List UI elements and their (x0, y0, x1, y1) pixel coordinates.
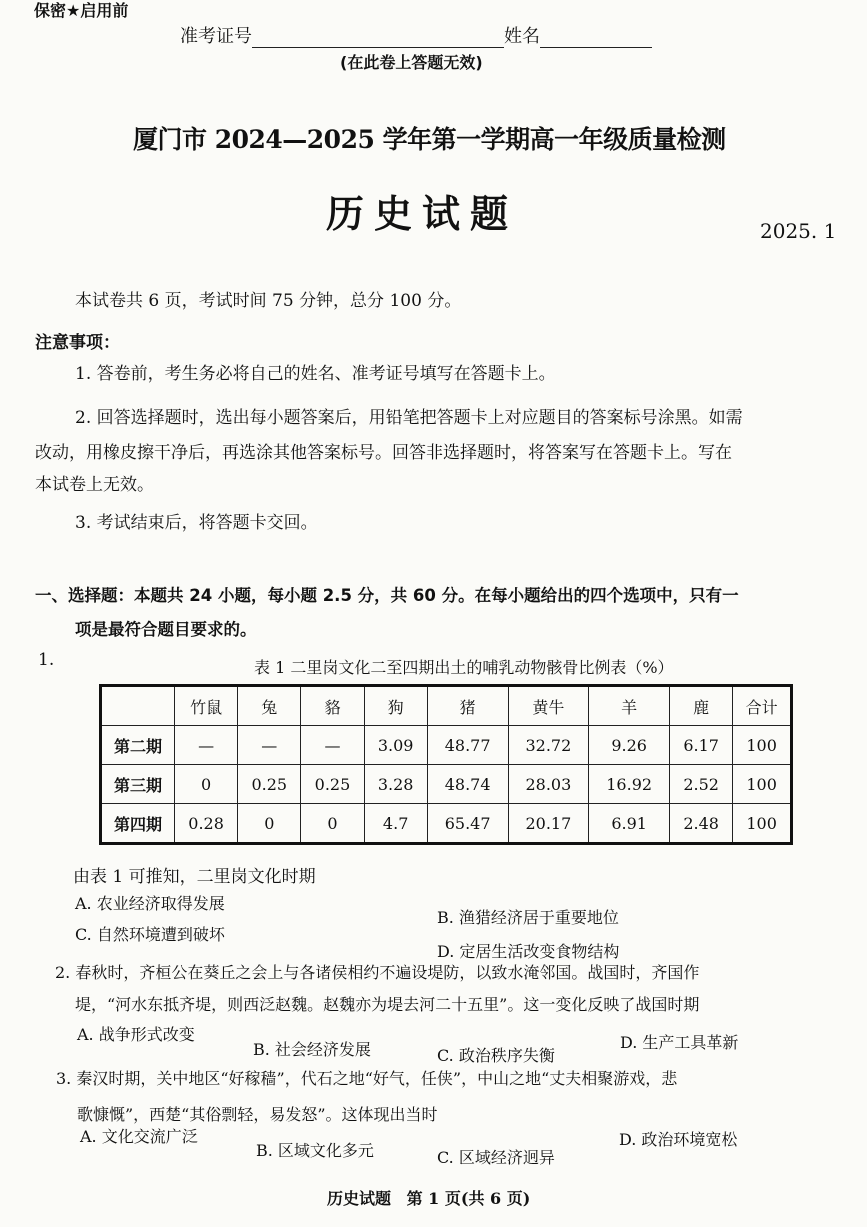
question-2-option-c: C. 政治秩序失衡 (437, 1046, 555, 1065)
table-cell: 3.09 (364, 726, 427, 765)
table-cell: 28.03 (508, 765, 589, 804)
table-cell: — (175, 726, 238, 765)
table-cell: — (301, 726, 364, 765)
question-2-option-d: D. 生产工具革新 (620, 1033, 739, 1052)
question-3-option-d: D. 政治环境宽松 (619, 1130, 738, 1149)
table-cell: 4.7 (364, 804, 427, 844)
table-1 (99, 684, 793, 845)
question-2-option-b: B. 社会经济发展 (253, 1040, 371, 1059)
table-cell: 2.48 (670, 804, 733, 844)
table-row-header: 第四期 (101, 804, 175, 844)
confidential-label: 保密★启用前 (34, 1, 129, 20)
invalid-note: (在此卷上答题无效) (340, 53, 483, 72)
table-header-row (101, 686, 792, 726)
section-heading-line2: 项是最符合题目要求的。 (75, 620, 257, 639)
question-2-line1: 2. 春秋时，齐桓公在葵丘之会上与各诸侯相约不遍设堤防，以致水淹邻国。战国时，齐国作 (55, 963, 700, 982)
table-cell: 0.25 (238, 765, 301, 804)
notes-heading: 注意事项： (35, 333, 120, 353)
footer-page-number: 第 1 页(共 6 页) (406, 1189, 531, 1208)
note-item-2-line3: 本试卷上无效。 (35, 475, 154, 495)
table-cell: 32.72 (508, 726, 589, 765)
intro-text: 本试卷共 6 页，考试时间 75 分钟，总分 100 分。 (75, 291, 462, 311)
table-header-cell: 羊 (589, 686, 670, 726)
note-item-3: 3. 考试结束后，将答题卡交回。 (75, 513, 318, 533)
table-cell: 100 (733, 726, 792, 765)
footer-subject: 历史试题 (327, 1189, 392, 1208)
name-label: 姓名 (504, 26, 540, 47)
table-1-title: 表 1 二里岗文化二至四期出土的哺乳动物骸骨比例表（%） (254, 658, 674, 677)
table-cell: 0.28 (175, 804, 238, 844)
table-cell: 0 (301, 804, 364, 844)
table-row-header: 第三期 (101, 765, 175, 804)
table-cell: 6.91 (589, 804, 670, 844)
table-header-cell: 狗 (364, 686, 427, 726)
table-cell: 48.77 (427, 726, 508, 765)
table-row (101, 765, 792, 804)
question-1-option-b: B. 渔猎经济居于重要地位 (437, 908, 619, 927)
exam-id-label: 准考证号 (180, 26, 252, 47)
question-3-option-a: A. 文化交流广泛 (80, 1127, 198, 1146)
table-header-cell: 猪 (427, 686, 508, 726)
section-heading-line1: 一、选择题：本题共 24 小题，每小题 2.5 分，共 60 分。在每小题给出的四个选项中，只有一 (35, 586, 739, 605)
table-cell: 65.47 (427, 804, 508, 844)
question-1-option-d: D. 定居生活改变食物结构 (437, 942, 620, 961)
table-cell: 0.25 (301, 765, 364, 804)
table-cell: 3.28 (364, 765, 427, 804)
subject-title: 历史试题 (326, 191, 519, 236)
table-header-cell: 兔 (238, 686, 301, 726)
table-row (101, 804, 792, 844)
exam-title: 厦门市 2024—2025 学年第一学期高一年级质量检测 (133, 125, 726, 154)
question-3-line2: 歌慷慨”，西楚“其俗剽轻，易发怒”。这体现出当时 (77, 1105, 438, 1124)
table-cell: 9.26 (589, 726, 670, 765)
note-item-1: 1. 答卷前，考生务必将自己的姓名、准考证号填写在答题卡上。 (75, 364, 556, 384)
question-1-number: 1. (38, 650, 55, 670)
table-header-cell: 貉 (301, 686, 364, 726)
table-cell: 2.52 (670, 765, 733, 804)
exam-date: 2025. 1 (760, 219, 837, 243)
name-blank (540, 47, 652, 48)
question-3-line1: 3. 秦汉时期，关中地区“好稼穑”，代石之地“好气，任侠”，中山之地“丈夫相聚游戏，悲 (56, 1069, 678, 1088)
exam-id-blank (252, 47, 504, 48)
question-1-option-a: A. 农业经济取得发展 (75, 894, 225, 913)
table-cell: 100 (733, 804, 792, 844)
question-2-option-a: A. 战争形式改变 (77, 1025, 195, 1044)
page-footer (327, 1186, 530, 1209)
table-cell: 0 (238, 804, 301, 844)
table-row-header: 第二期 (101, 726, 175, 765)
table-header-cell: 鹿 (670, 686, 733, 726)
table-cell: 16.92 (589, 765, 670, 804)
question-1-stem: 由表 1 可推知，二里岗文化时期 (73, 867, 316, 887)
question-2-line2: 堤，“河水东抵齐堤，则西泛赵魏。赵魏亦为堤去河二十五里”。这一变化反映了战国时期 (75, 995, 700, 1014)
table-cell: — (238, 726, 301, 765)
question-3-option-c: C. 区域经济迥异 (437, 1148, 555, 1167)
table-cell: 48.74 (427, 765, 508, 804)
table-cell: 20.17 (508, 804, 589, 844)
table-cell: 100 (733, 765, 792, 804)
question-3-option-b: B. 区域文化多元 (256, 1141, 374, 1160)
table-header-cell: 黄牛 (508, 686, 589, 726)
table-cell: 0 (175, 765, 238, 804)
note-item-2-line2: 改动，用橡皮擦干净后，再选涂其他答案标号。回答非选择题时，将答案写在答题卡上。写在 (35, 443, 732, 463)
exam-id-field (180, 22, 652, 48)
table-header-cell (101, 686, 175, 726)
table-header-cell: 合计 (733, 686, 792, 726)
question-1-option-c: C. 自然环境遭到破坏 (75, 925, 225, 944)
table-header-cell: 竹鼠 (175, 686, 238, 726)
table-cell: 6.17 (670, 726, 733, 765)
note-item-2-line1: 2. 回答选择题时，选出每小题答案后，用铅笔把答题卡上对应题目的答案标号涂黑。如需 (75, 408, 743, 428)
table-row (101, 726, 792, 765)
